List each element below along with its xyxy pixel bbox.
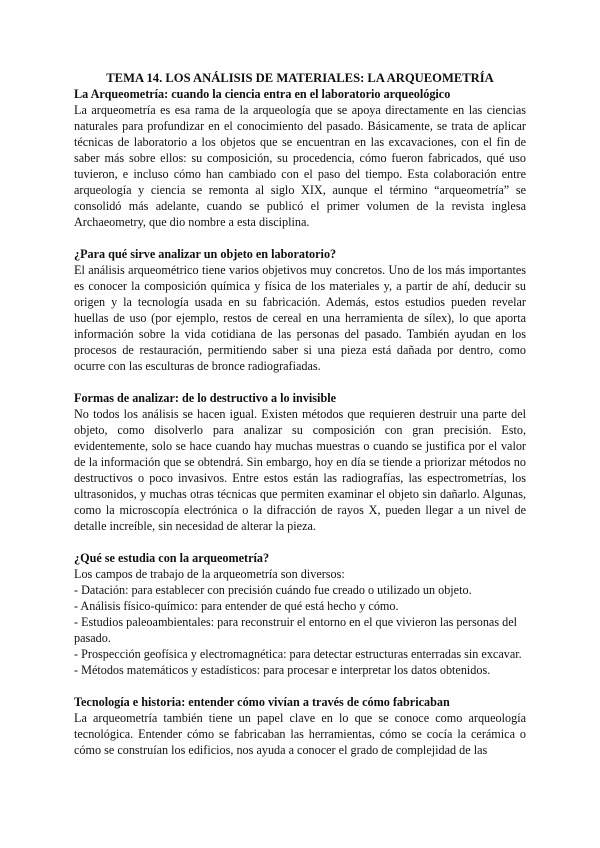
section-que-se-estudia [74,550,526,678]
list-item: - Prospección geofísica y electromagnética: para detectar estructuras enterradas sin excavar. [74,647,522,661]
section-arqueometria-intro [74,86,526,230]
section-tecnologia-e-historia [74,694,526,758]
section-heading: ¿Qué se estudia con la arqueometría? [74,551,270,565]
list-item: - Estudios paleoambientales: para reconstruir el entorno en el que vivieron las personas del pasado. [74,615,518,645]
section-paragraph: No todos los análisis se hacen igual. Existen métodos que requieren destruir una parte del objeto, como disolverlo para analizar su composición con gran precisión. Esto, evidentemente, solo se hace cuando hay muchas muestras o cuando se justifica por el valor de la información que se obtendrá. Sin embargo, hoy en día se tiende a priorizar métodos no destructivos o poco invasivos. Entre estos están las radiografías, las espectrometrías, los ultrasonidos, y muchas otras técnicas que permiten examinar el objeto sin dañarlo. Algunas, como la microscopía electrónica o la difracción de rayos X, pueden llegar a un nivel de detalle increíble, sin necesidad de alterar la pieza. [74,407,526,533]
document-title: TEMA 14. LOS ANÁLISIS DE MATERIALES: LA ARQUEOMETRÍA [106,71,494,85]
section-formas-de-analizar [74,390,526,534]
section-paragraph: La arqueometría es esa rama de la arqueología que se apoya directamente en las ciencias naturales para profundizar en el conocimiento del pasado. Básicamente, se trata de aplicar técnicas de laboratorio a los objetos que se encuentran en las excavaciones, con el fin de saber más sobre ellos: su composición, su procedencia, cómo fueron fabricados, qué uso tuvieron, e incluso cómo han cambiado con el paso del tiempo. Esta colaboración entre arqueología y ciencia se remonta al siglo XIX, aunque el término “arqueometría” se consolidó más adelante, cuando se publicó el primer volumen de la revista inglesa Archaeometry, que dio nombre a esta disciplina. [74,103,526,229]
section-heading: ¿Para qué sirve analizar un objeto en laboratorio? [74,247,337,261]
section-paragraph: El análisis arqueométrico tiene varios objetivos muy concretos. Uno de los más importantes es conocer la composición química y física de los materiales y, a partir de ahí, deducir su origen y la tecnología usada en su fabricación. Además, estos estudios pueden revelar huellas de uso (por ejemplo, restos de cereal en una herramienta de sílex), lo que aporta información sobre la vida cotidiana de las personas del pasado. También ayudan en los procesos de restauración, permitiendo saber si una pieza está dañada por dentro, como ocurre con las esculturas de bronce radiografiadas. [74,263,526,373]
section-heading: Tecnología e historia: entender cómo vivían a través de cómo fabricaban [74,695,450,709]
list-item: - Métodos matemáticos y estadísticos: para procesar e interpretar los datos obtenidos. [74,663,491,677]
section-paragraph: La arqueometría también tiene un papel clave en lo que se conoce como arqueología tecnológica. Entender cómo se fabricaban las herramientas, cómo se cocía la cerámica o cómo se construían los edificios, nos ayuda a conocer el grado de complejidad de las [74,711,526,757]
fields-list [74,582,526,678]
section-heading: Formas de analizar: de lo destructivo a lo invisible [74,391,337,405]
list-item: - Datación: para establecer con precisión cuándo fue creado o utilizado un objeto. [74,583,472,597]
list-item: - Análisis físico-químico: para entender de qué está hecho y cómo. [74,599,399,613]
section-heading: La Arqueometría: cuando la ciencia entra en el laboratorio arqueológico [74,87,451,101]
list-intro: Los campos de trabajo de la arqueometría son diversos: [74,567,345,581]
section-para-que-sirve [74,246,526,374]
